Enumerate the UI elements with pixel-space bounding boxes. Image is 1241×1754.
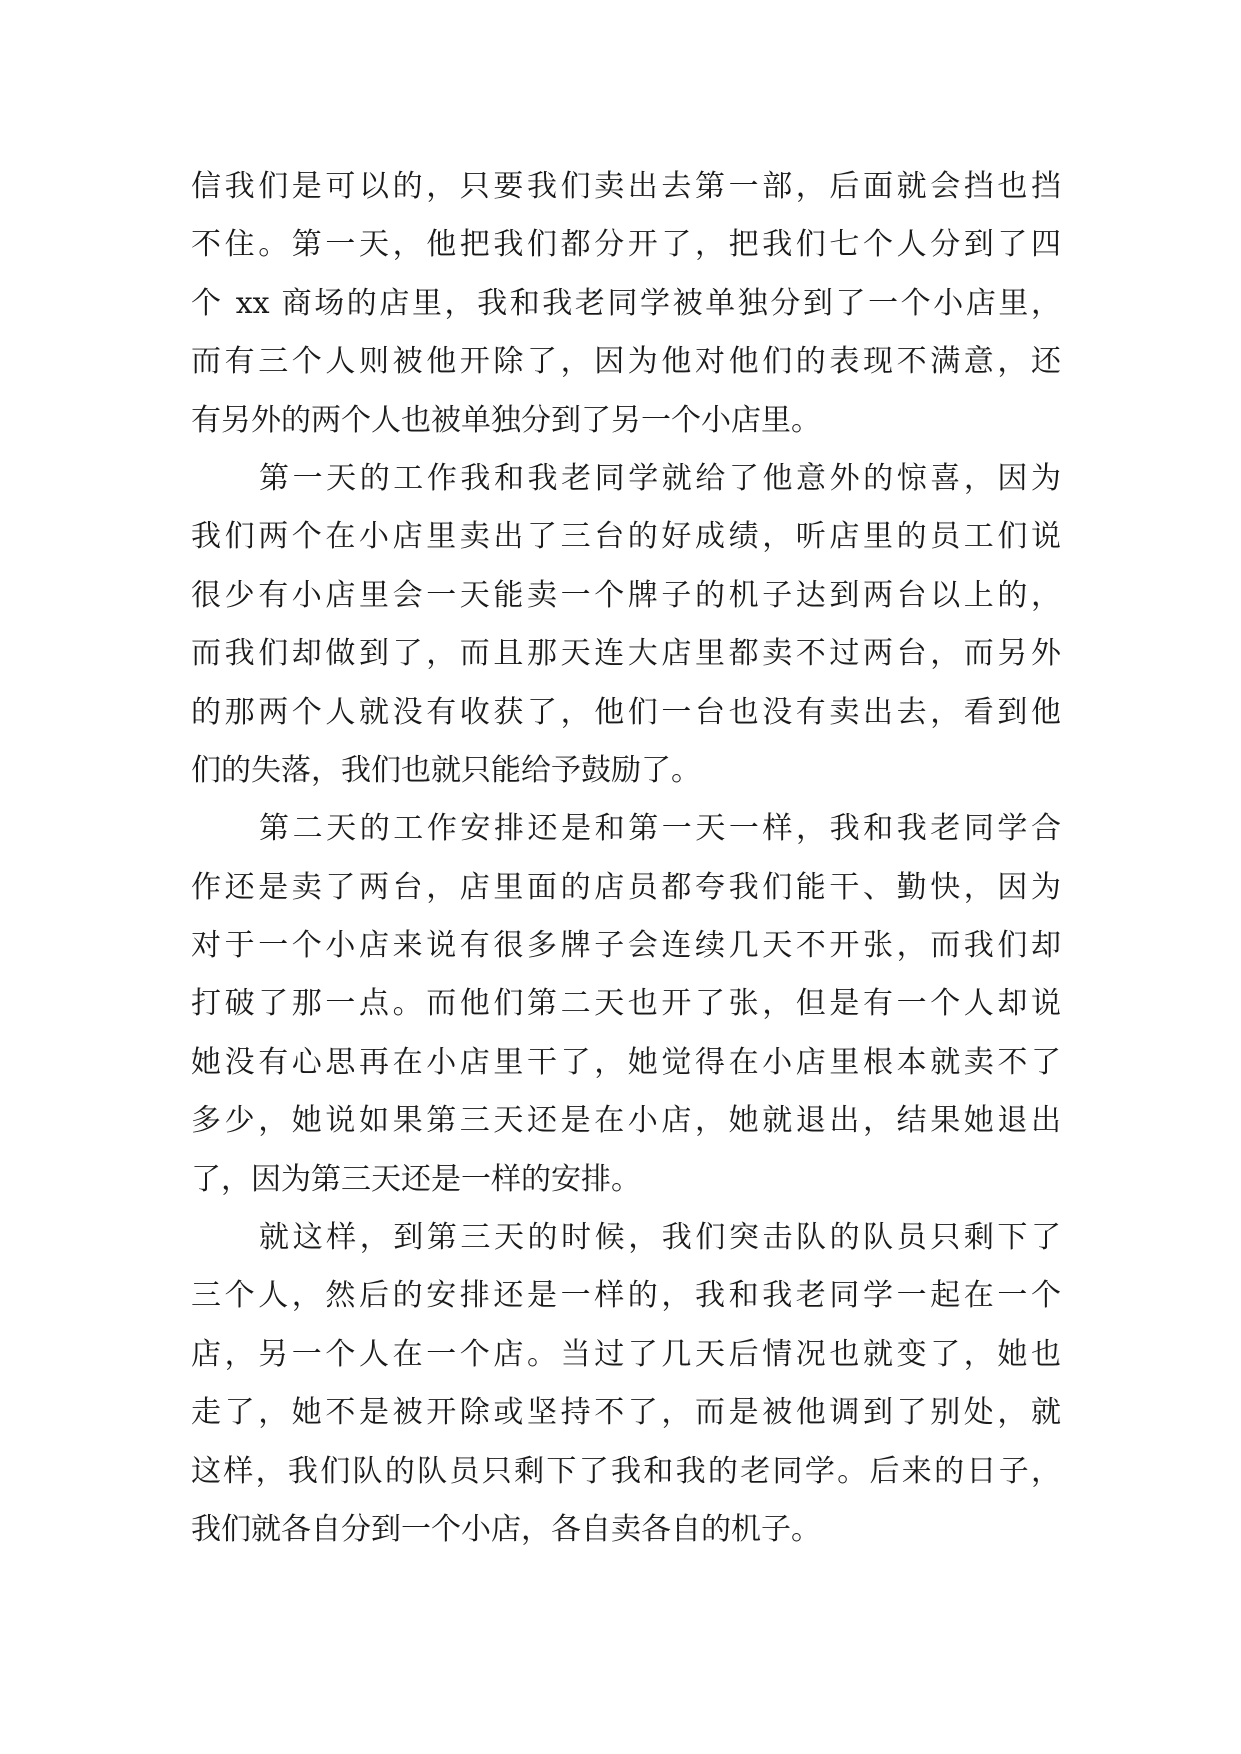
paragraph-2-line-3: 很少有小店里会一天能卖一个牌子的机子达到两台以上的， (191, 577, 1061, 613)
paragraph-1-line-1: 信我们是可以的，只要我们卖出去第一部，后面就会挡也挡 (191, 169, 1061, 204)
paragraph-3-line-1: 第二天的工作安排还是和第一天一样，我和我老同学合 (259, 811, 1061, 847)
paragraph-3-line-6: 多少，她说如果第三天还是在小店，她就退出，结果她退出 (191, 1103, 1061, 1139)
paragraph-4-line-5: 这样，我们队的队员只剩下了我和我的老同学。后来的日子， (191, 1453, 1061, 1489)
paragraph-1-line-2: 不住。第一天，他把我们都分开了，把我们七个人分到了四 (191, 227, 1061, 263)
paragraph-1-line-5: 有另外的两个人也被单独分到了另一个小店里。 (191, 402, 821, 438)
paragraph-2-line-1: 第一天的工作我和我老同学就给了他意外的惊喜，因为 (259, 460, 1061, 496)
body-text (191, 158, 1061, 1559)
paragraph-1-line-3: 个 xx 商场的店里，我和我老同学被单独分到了一个小店里， (191, 285, 1061, 321)
paragraph-4-line-6: 我们就各自分到一个小店，各自卖各自的机子。 (191, 1511, 821, 1547)
paragraph-2-line-2: 我们两个在小店里卖出了三台的好成绩，听店里的员工们说 (191, 519, 1061, 555)
paragraph-3-line-3: 对于一个小店来说有很多牌子会连续几天不开张，而我们却 (191, 928, 1061, 964)
paragraph-3-line-2: 作还是卖了两台，店里面的店员都夸我们能干、勤快，因为 (191, 869, 1061, 905)
paragraph-2-line-5: 的那两个人就没有收获了，他们一台也没有卖出去，看到他 (191, 694, 1061, 730)
paragraph-3-line-7: 了，因为第三天还是一样的安排。 (191, 1161, 641, 1197)
paragraph-4-line-2: 三个人，然后的安排还是一样的，我和我老同学一起在一个 (191, 1278, 1061, 1314)
paragraph-3-line-4: 打破了那一点。而他们第二天也开了张，但是有一个人却说 (191, 986, 1061, 1022)
paragraph-4-line-3: 店，另一个人在一个店。当过了几天后情况也就变了，她也 (191, 1336, 1061, 1372)
paragraph-3-line-5: 她没有心思再在小店里干了，她觉得在小店里根本就卖不了 (191, 1044, 1061, 1080)
paragraph-2-line-6: 们的失落，我们也就只能给予鼓励了。 (191, 752, 701, 788)
paragraph-2-line-4: 而我们却做到了，而且那天连大店里都卖不过两台，而另外 (191, 636, 1061, 672)
paragraph-1-line-4: 而有三个人则被他开除了，因为他对他们的表现不满意，还 (191, 344, 1061, 380)
paragraph-4-line-4: 走了，她不是被开除或坚持不了，而是被他调到了别处，就 (191, 1395, 1061, 1431)
paragraph-4-line-1: 就这样，到第三天的时候，我们突击队的队员只剩下了 (259, 1220, 1061, 1256)
